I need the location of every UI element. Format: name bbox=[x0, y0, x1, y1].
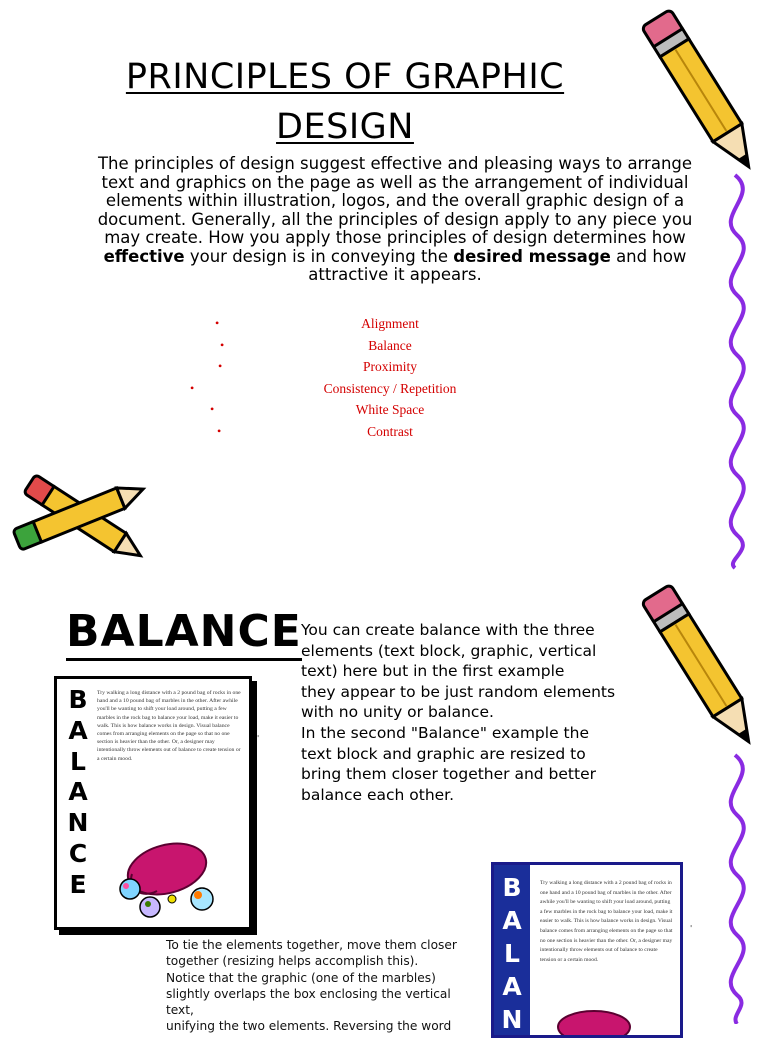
vertical-letter: E bbox=[69, 869, 87, 899]
intro-text-3: and how attractive it appears. bbox=[308, 246, 687, 284]
vertical-letter: L bbox=[70, 746, 86, 776]
squiggle-line bbox=[715, 170, 765, 570]
bullet-dot: • bbox=[190, 380, 195, 395]
page-title bbox=[60, 52, 630, 152]
explanation-text bbox=[166, 937, 464, 1035]
vertical-letter: C bbox=[68, 838, 88, 868]
vertical-letter: L bbox=[504, 939, 520, 968]
bullet-dot: • bbox=[218, 359, 223, 373]
explanation-line: Notice that the graphic (one of the marbles) bbox=[166, 970, 436, 985]
list-item bbox=[180, 338, 600, 360]
vertical-letter: B bbox=[502, 873, 522, 902]
vertical-text bbox=[494, 871, 530, 1036]
body-line: with no unity or balance. bbox=[301, 703, 494, 722]
bullet-dot: • bbox=[215, 316, 220, 330]
body-line: bring them closer together and better bbox=[301, 765, 596, 784]
bullet-dot: • bbox=[210, 402, 215, 416]
list-item bbox=[180, 316, 600, 338]
list-item-label: Balance bbox=[368, 337, 412, 353]
balance-example-1 bbox=[54, 676, 252, 930]
list-item bbox=[180, 424, 600, 446]
explanation-line: unifying the two elements. Reversing the word bbox=[166, 1019, 452, 1034]
explanation-line: To tie the elements together, move them closer bbox=[166, 938, 457, 952]
body-line: elements (text block, graphic, vertical bbox=[301, 641, 597, 660]
list-item-label: Contrast bbox=[367, 423, 413, 439]
body-line: text block and graphic are resized to bbox=[301, 744, 586, 763]
crossed-pencils-icon bbox=[0, 460, 160, 575]
list-item-label: White Space bbox=[355, 402, 425, 417]
list-item bbox=[180, 359, 600, 381]
intro-bold-effective: effective bbox=[103, 246, 185, 266]
vertical-letter: A bbox=[502, 972, 522, 1001]
list-item bbox=[180, 402, 600, 424]
marble-bag-icon bbox=[112, 829, 232, 925]
example-paragraph: Try walking a long distance with a 2 pound bag of rocks in one hand and a 10 pound bag of marbles in the other. After awhile you'll be wanting to shift your load around, putting a few marbles in the rock bag to balance your load, make it easier to walk. This is how balance works in design. Visual balance comes from arranging elements on the page so that no one section is heavier than the other. Or, a designer may intentionally throw elements out of balance to create tension or a certain mood. bbox=[540, 880, 673, 963]
body-line: You can create balance with the three bbox=[301, 621, 595, 639]
explanation-line: text, bbox=[166, 1003, 194, 1018]
example-paragraph: Try walking a long distance with a 2 pound bag of rocks in one hand and a 10 pound bag of marbles in the other. After awhile you'll be wanting to shift your load around, putting a few marbles in the rock bag to balance your load, make it easier to walk. This is how balance works in design. Visual balance comes from arranging elements on the page so that no one section is heavier than the other. Or, a designer may intentionally throw elements out of balance to create tension or a certain mood. bbox=[97, 690, 241, 762]
list-item bbox=[180, 381, 600, 403]
body-line: text) here but in the first example bbox=[301, 662, 565, 681]
vertical-letter: N bbox=[67, 808, 89, 838]
body-line: balance each other. bbox=[301, 785, 455, 804]
pencil-icon bbox=[640, 575, 765, 760]
title-line-2: DESIGN bbox=[276, 107, 414, 147]
tick-mark: ' bbox=[690, 924, 693, 933]
marble-bag-icon bbox=[554, 1005, 644, 1035]
tick-mark: ' bbox=[257, 734, 260, 743]
list-item-label: Proximity bbox=[362, 359, 417, 374]
intro-bold-desired-message: desired message bbox=[453, 246, 611, 266]
balance-example-2 bbox=[491, 862, 683, 1038]
vertical-letter: A bbox=[68, 715, 88, 745]
list-item-label: Consistency / Repetition bbox=[323, 380, 457, 396]
pencil-icon bbox=[640, 0, 765, 185]
intro-text-1: The principles of design suggest effective and pleasing ways to arrange text and graphics on the page as well as the arrangement of individual elements within illustration, logos, and the overall graphic design of a document. Generally, all the principles of design apply to any piece you may create. How you apply those principles of design determines how bbox=[97, 154, 693, 247]
balance-body bbox=[301, 620, 631, 805]
intro-text-2: your design is in conveying the bbox=[184, 246, 454, 266]
squiggle-line bbox=[715, 750, 765, 1024]
principles-list bbox=[180, 316, 600, 445]
title-line-1: PRINCIPLES OF GRAPHIC bbox=[125, 57, 565, 97]
balance-heading: BALANCE bbox=[66, 608, 302, 661]
vertical-letter: B bbox=[68, 685, 88, 714]
body-line: In the second "Balance" example the bbox=[301, 723, 589, 742]
bullet-dot: • bbox=[220, 337, 225, 352]
intro-paragraph bbox=[90, 155, 700, 285]
list-item-label: Alignment bbox=[361, 316, 419, 331]
body-line: they appear to be just random elements bbox=[301, 682, 616, 701]
explanation-line: slightly overlaps the box enclosing the vertical bbox=[166, 986, 451, 1001]
explanation-line: together (resizing helps accomplish this). bbox=[166, 954, 419, 969]
bullet-dot: • bbox=[217, 423, 222, 438]
vertical-letter: A bbox=[68, 777, 88, 807]
vertical-letter: N bbox=[501, 1005, 523, 1034]
vertical-text bbox=[65, 685, 91, 901]
vertical-letter: A bbox=[502, 906, 522, 935]
